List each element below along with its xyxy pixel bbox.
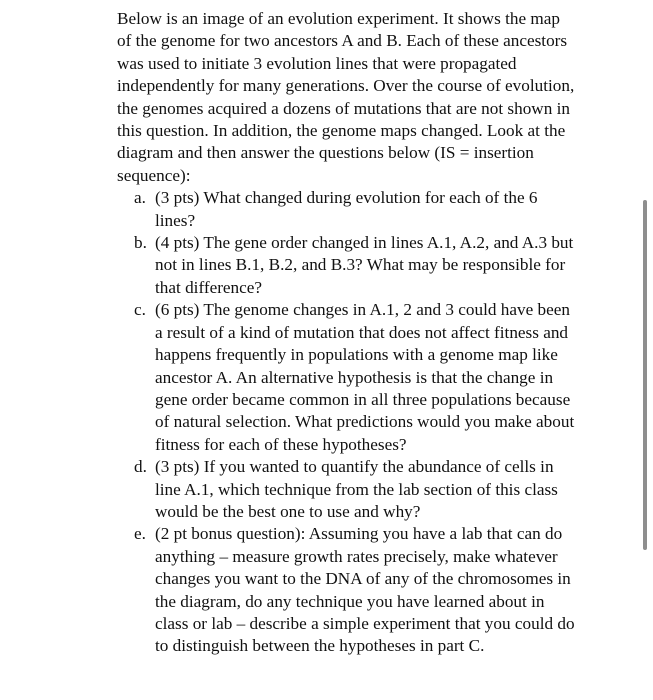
question-text: (3 pts) If you wanted to quantify the abundance of cells in line A.1, which technique from the lab section of this class would be the best one to use and why? — [155, 457, 558, 521]
question-text: (4 pts) The gene order changed in lines A.1, A.2, and A.3 but not in lines B.1, B.2, and B.3? What may be responsible for that difference? — [155, 233, 574, 297]
question-letter: b. — [134, 233, 147, 253]
question-d — [117, 456, 577, 523]
question-list — [117, 187, 577, 658]
question-e — [117, 523, 577, 657]
question-letter: e. — [134, 524, 146, 544]
question-text: (2 pt bonus question): Assuming you have a lab that can do anything – measure growth rates precisely, make whatever changes you want to the DNA of any of the chromosomes in the diagram, do any technique you have learned about in class or lab – describe a simple experiment that you could do to distinguish between the hypotheses in part C. — [155, 524, 575, 656]
intro-paragraph: Below is an image of an evolution experiment. It shows the map of the genome for two ancestors A and B. Each of these ancestors was used to initiate 3 evolution lines that were propagated independently for many generations. Over the course of evolution, the genomes acquired a dozens of mutations that are not shown in this question. In addition, the genome maps changed. Look at the diagram and then answer the questions below (IS = insertion sequence): — [117, 9, 575, 185]
question-b — [117, 232, 577, 299]
question-c — [117, 299, 577, 456]
question-text: (3 pts) What changed during evolution for each of the 6 lines? — [155, 188, 538, 230]
question-text: (6 pts) The genome changes in A.1, 2 and 3 could have been a result of a kind of mutation that does not affect fitness and happens frequently in populations with a genome map like ancestor A. An alternative hypothesis is that the change in gene order became common in all three populations because of natural selection. What predictions would you make about fitness for each of these hypotheses? — [155, 300, 575, 454]
vertical-scrollbar[interactable] — [643, 200, 647, 550]
question-letter: d. — [134, 457, 147, 477]
question-document — [117, 8, 577, 658]
question-letter: a. — [134, 188, 146, 208]
question-a — [117, 187, 577, 232]
question-letter: c. — [134, 300, 146, 320]
